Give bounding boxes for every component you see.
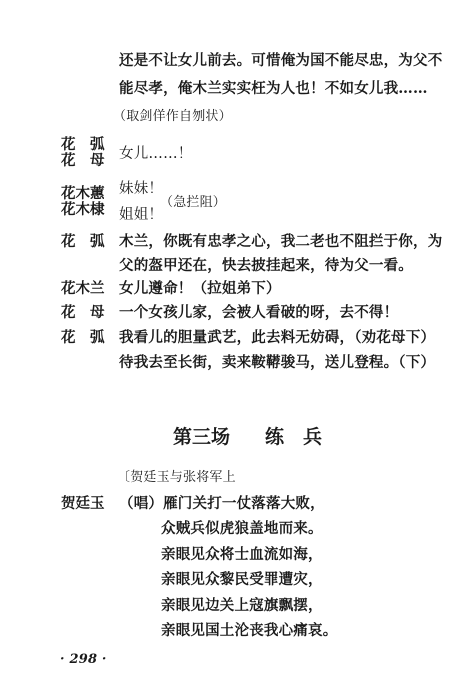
dialogue-6b: 待我去至长街，卖来鞍鞯骏马，送儿登程。（下） xyxy=(119,354,436,371)
speaker-hua-mu-2: 花 母 xyxy=(61,304,105,321)
speaker-he-tingyu: 贺廷玉 xyxy=(61,495,105,512)
stage-direction-1: （取剑佯作自刎状） xyxy=(113,109,232,124)
dialogue-2a: 妹妹！ xyxy=(119,181,164,197)
scene-title: 第三场 xyxy=(173,426,231,448)
verse-1: （唱）雁门关打一仗落落大败， xyxy=(119,495,325,512)
speaker-hua-hu-2: 花 弧 xyxy=(61,233,105,250)
verse-3: 亲眼见众将士血流如海， xyxy=(161,546,323,563)
speaker-hua-hu-3: 花 弧 xyxy=(61,329,105,346)
verse-6: 亲眼见国土沦丧我心痛哀。 xyxy=(161,622,338,639)
stage-direction-2: （急拦阻） xyxy=(160,195,227,210)
text-line-2: 能尽孝，俺木兰实实枉为人也！不如女儿我…… xyxy=(119,80,428,97)
text-line-1: 还是不让女儿前去。可惜俺为国不能尽忠，为父不 xyxy=(119,52,443,69)
dialogue-6a: 我看儿的胆量武艺，此去料无妨碍，（劝花母下） xyxy=(119,329,436,346)
verse-5: 亲眼见边关上寇旗飘摆， xyxy=(161,597,323,614)
dialogue-2b: 姐姐！ xyxy=(119,207,164,223)
dialogue-3b: 父的盔甲还在，快去披挂起来，待为父一看。 xyxy=(119,257,413,274)
page-number: · 298 · xyxy=(60,652,107,667)
stage-direction-3: 〔贺廷玉与张将军上 xyxy=(117,470,236,485)
dialogue-3a: 木兰，你既有忠孝之心，我二老也不阻拦于你，为 xyxy=(119,233,443,250)
dialogue-5: 一个女孩儿家，会被人看破的呀，去不得！ xyxy=(119,304,399,321)
speaker-hua-mulan: 花木兰 xyxy=(61,280,105,297)
speaker-hua-hu: 花 弧 xyxy=(61,136,105,153)
verse-4: 亲眼见众黎民受罪遭灾， xyxy=(161,571,323,588)
dialogue-1: 女儿……！ xyxy=(119,146,193,162)
speaker-hua-mudi: 花木棣 xyxy=(61,201,105,218)
dialogue-4: 女儿遵命！（拉姐弟下） xyxy=(119,280,281,297)
verse-2: 众贼兵似虎狼盖地而来。 xyxy=(161,520,323,537)
speaker-hua-mu: 花 母 xyxy=(61,152,105,169)
scene-name: 练 兵 xyxy=(265,426,323,448)
speaker-hua-muhui: 花木蕙 xyxy=(61,185,105,202)
